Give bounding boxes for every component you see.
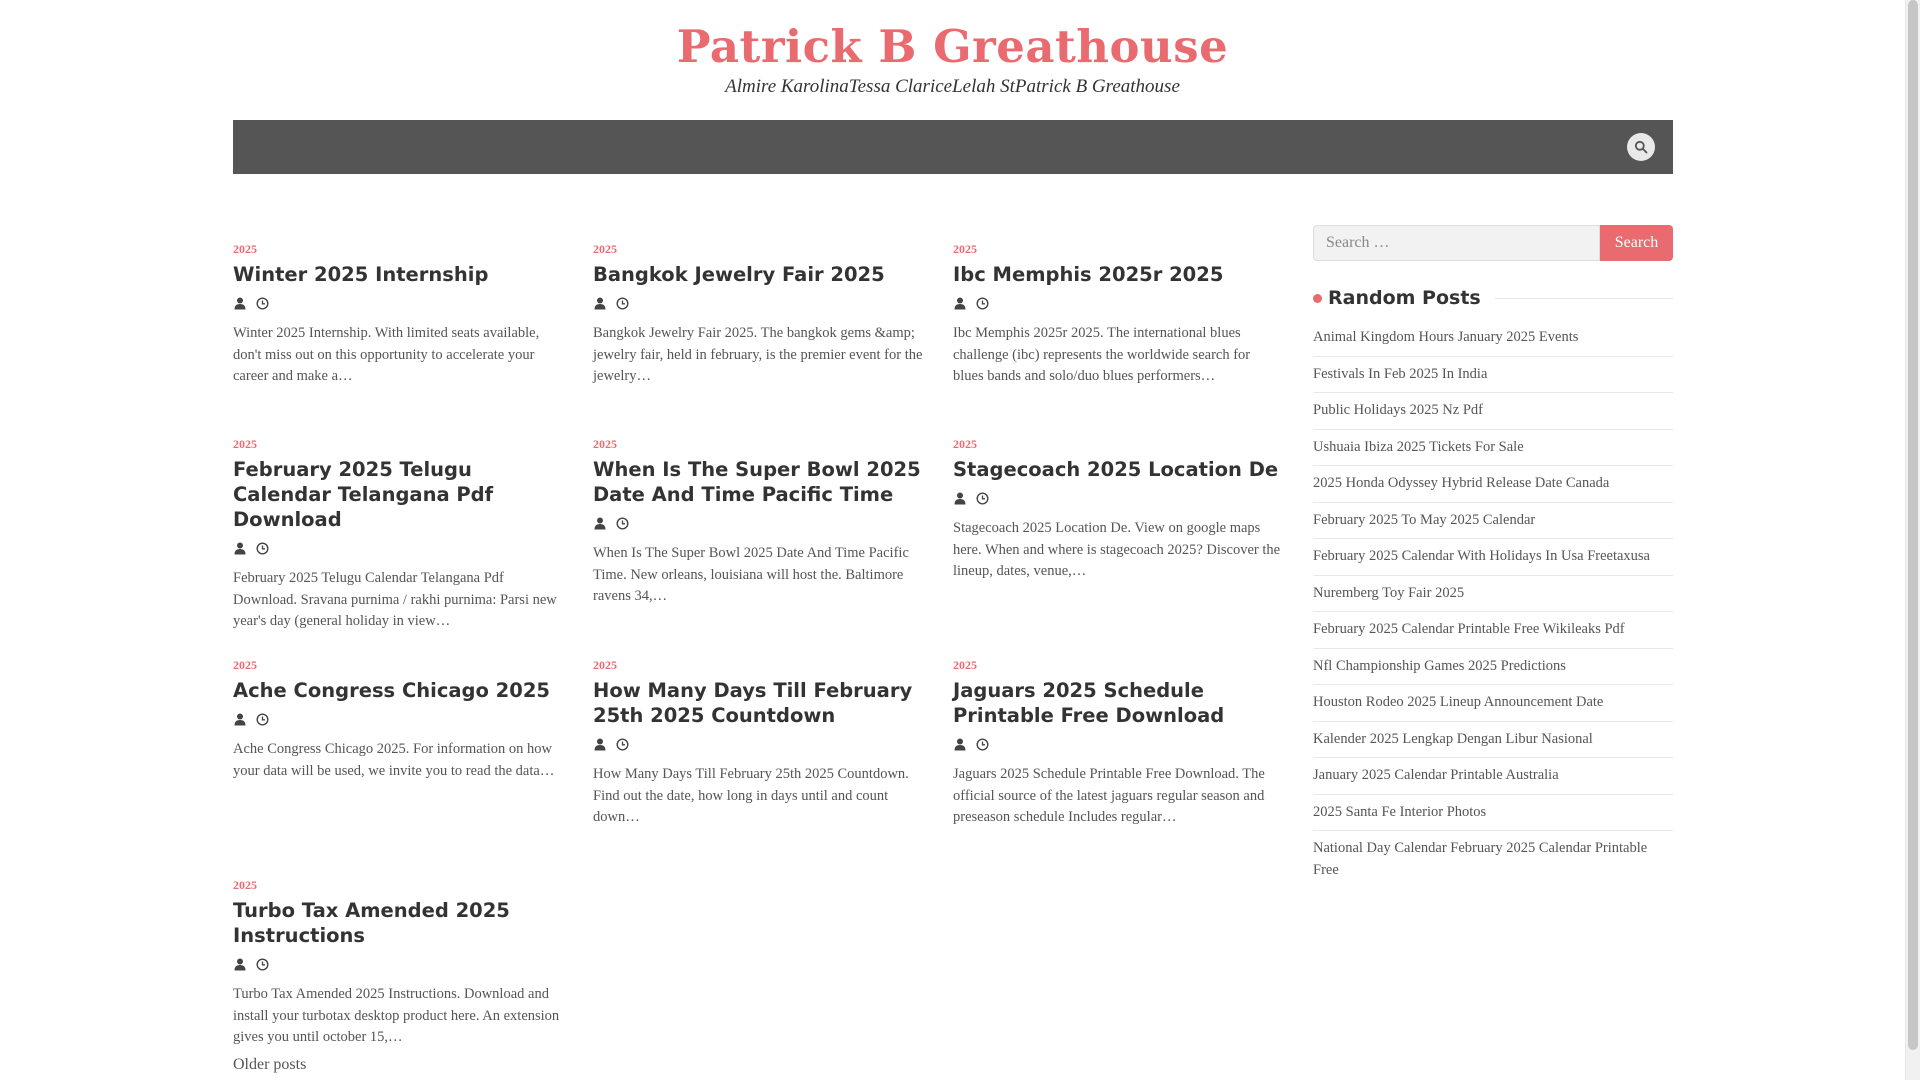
post-excerpt: Stagecoach 2025 Location De. View on google maps here. When and where is stagecoach 2025? Discover the lineup, dates, venue,… [953, 520, 1281, 579]
post-excerpt: How Many Days Till February 25th 2025 Countdown. Find out the date, how long in days until and count down… [593, 766, 909, 825]
post-meta [233, 540, 563, 556]
clock-icon[interactable] [615, 737, 629, 751]
random-post-link[interactable]: Nfl Championship Games 2025 Predictions [1313, 649, 1673, 686]
post-title[interactable]: February 2025 Telugu Calendar Telangana Pdf Download [233, 458, 494, 531]
post-meta [593, 736, 923, 752]
post-card [953, 656, 1283, 829]
random-post-link[interactable]: Ushuaia Ibiza 2025 Tickets For Sale [1313, 430, 1673, 467]
clock-icon[interactable] [975, 737, 989, 751]
random-posts-list [1313, 320, 1673, 888]
random-post-link[interactable]: Festivals In Feb 2025 In India [1313, 357, 1673, 394]
post-excerpt: Winter 2025 Internship. With limited seats available, don't miss out on this opportunity to accelerate your career and make a… [233, 325, 540, 384]
author-icon[interactable] [953, 491, 967, 505]
search-button[interactable]: Search [1600, 225, 1673, 261]
widget-title: Random Posts [1328, 287, 1481, 309]
post-meta [233, 295, 563, 311]
post-category[interactable]: 2025 [593, 437, 617, 451]
clock-icon[interactable] [255, 712, 269, 726]
page-scrollbar[interactable] [1905, 0, 1920, 1080]
post-card [953, 435, 1283, 583]
post-category[interactable]: 2025 [593, 242, 617, 256]
search-input[interactable] [1313, 225, 1600, 261]
search-icon [1634, 140, 1648, 154]
random-post-link[interactable]: February 2025 Calendar With Holidays In Usa Freetaxusa [1313, 539, 1673, 576]
site-tagline: Almire KarolinaTessa ClariceLelah StPatrick B Greathouse [725, 76, 1180, 97]
post-card [233, 435, 563, 633]
post-title[interactable]: Ibc Memphis 2025r 2025 [953, 263, 1224, 286]
clock-icon[interactable] [615, 516, 629, 530]
post-excerpt: February 2025 Telugu Calendar Telangana Pdf Download. Sravana purnima / rakhi purnima: Parsi new year's day (general holiday in view… [233, 570, 557, 629]
post-title[interactable]: When Is The Super Bowl 2025 Date And Time Pacific Time [593, 458, 921, 506]
author-icon[interactable] [593, 737, 607, 751]
random-post-link[interactable]: Houston Rodeo 2025 Lineup Announcement Date [1313, 685, 1673, 722]
post-meta [593, 515, 923, 531]
random-post-link[interactable]: Nuremberg Toy Fair 2025 [1313, 576, 1673, 613]
author-icon[interactable] [593, 296, 607, 310]
author-icon[interactable] [233, 296, 247, 310]
post-card [233, 240, 563, 388]
post-excerpt: Jaguars 2025 Schedule Printable Free Download. The official source of the latest jaguars regular season and preseason schedule Includes regular… [953, 766, 1265, 825]
post-title[interactable]: Turbo Tax Amended 2025 Instructions [233, 899, 510, 947]
sidebar [1313, 225, 1673, 888]
post-category[interactable]: 2025 [953, 242, 977, 256]
post-category[interactable]: 2025 [953, 437, 977, 451]
post-title[interactable]: How Many Days Till February 25th 2025 Countdown [593, 679, 913, 727]
clock-icon[interactable] [255, 541, 269, 555]
post-category[interactable]: 2025 [593, 658, 617, 672]
post-title[interactable]: Jaguars 2025 Schedule Printable Free Download [953, 679, 1225, 727]
author-icon[interactable] [593, 516, 607, 530]
post-meta [593, 295, 923, 311]
random-post-link[interactable]: 2025 Santa Fe Interior Photos [1313, 795, 1673, 832]
post-title[interactable]: Stagecoach 2025 Location De [953, 458, 1279, 481]
random-posts-heading [1313, 285, 1673, 311]
random-post-link[interactable]: February 2025 Calendar Printable Free Wikileaks Pdf [1313, 612, 1673, 649]
random-post-link[interactable]: February 2025 To May 2025 Calendar [1313, 503, 1673, 540]
post-title[interactable]: Bangkok Jewelry Fair 2025 [593, 263, 885, 286]
random-post-link[interactable]: 2025 Honda Odyssey Hybrid Release Date Canada [1313, 466, 1673, 503]
post-category[interactable]: 2025 [953, 658, 977, 672]
clock-icon[interactable] [975, 491, 989, 505]
scrollbar-thumb[interactable] [1908, 0, 1918, 1050]
author-icon[interactable] [953, 737, 967, 751]
post-category[interactable]: 2025 [233, 242, 257, 256]
random-post-link[interactable]: National Day Calendar February 2025 Calendar Printable Free [1313, 840, 1648, 878]
post-category[interactable]: 2025 [233, 437, 257, 451]
post-meta [953, 736, 1283, 752]
author-icon[interactable] [233, 541, 247, 555]
author-icon[interactable] [953, 296, 967, 310]
clock-icon[interactable] [255, 957, 269, 971]
post-category[interactable]: 2025 [233, 878, 257, 892]
post-card [593, 435, 923, 608]
random-post-link[interactable]: Kalender 2025 Lengkap Dengan Libur Nasional [1313, 722, 1673, 759]
divider [1495, 298, 1673, 299]
post-card [233, 656, 563, 782]
post-meta [953, 295, 1283, 311]
clock-icon[interactable] [975, 296, 989, 310]
random-post-link[interactable]: Public Holidays 2025 Nz Pdf [1313, 393, 1673, 430]
random-post-link[interactable]: Animal Kingdom Hours January 2025 Events [1313, 320, 1673, 357]
post-excerpt: When Is The Super Bowl 2025 Date And Time Pacific Time. New orleans, louisiana will host the. Baltimore ravens 34,… [593, 545, 909, 604]
post-meta [953, 490, 1283, 506]
post-title[interactable]: Winter 2025 Internship [233, 263, 489, 286]
nav-search-button[interactable] [1627, 133, 1655, 161]
site-title[interactable]: Patrick B Greathouse [676, 20, 1229, 73]
post-card [593, 240, 923, 388]
random-post-link[interactable]: January 2025 Calendar Printable Australia [1313, 758, 1673, 795]
post-title[interactable]: Ache Congress Chicago 2025 [233, 679, 550, 702]
post-meta [233, 711, 563, 727]
older-posts-link[interactable]: Older posts [233, 1056, 307, 1073]
post-excerpt: Turbo Tax Amended 2025 Instructions. Download and install your turbotax desktop product here. An extension gives you until october 15,… [233, 986, 560, 1045]
post-excerpt: Ibc Memphis 2025r 2025. The international blues challenge (ibc) represents the worldwide search for blues bands and solo/duo blues performers… [953, 325, 1251, 384]
post-card [233, 876, 563, 1049]
clock-icon[interactable] [255, 296, 269, 310]
post-excerpt: Bangkok Jewelry Fair 2025. The bangkok gems &amp; jewelry fair, held in february, is the premier event for the jewelry… [593, 325, 923, 384]
post-card [953, 240, 1283, 388]
post-meta [233, 956, 563, 972]
bullet-dot-icon [1313, 294, 1322, 303]
author-icon[interactable] [233, 957, 247, 971]
post-category[interactable]: 2025 [233, 658, 257, 672]
clock-icon[interactable] [615, 296, 629, 310]
main-navbar [233, 120, 1673, 174]
author-icon[interactable] [233, 712, 247, 726]
post-card [593, 656, 923, 829]
sidebar-search [1313, 225, 1673, 261]
post-excerpt: Ache Congress Chicago 2025. For information on how your data will be used, we invite you to read the data… [233, 741, 555, 779]
